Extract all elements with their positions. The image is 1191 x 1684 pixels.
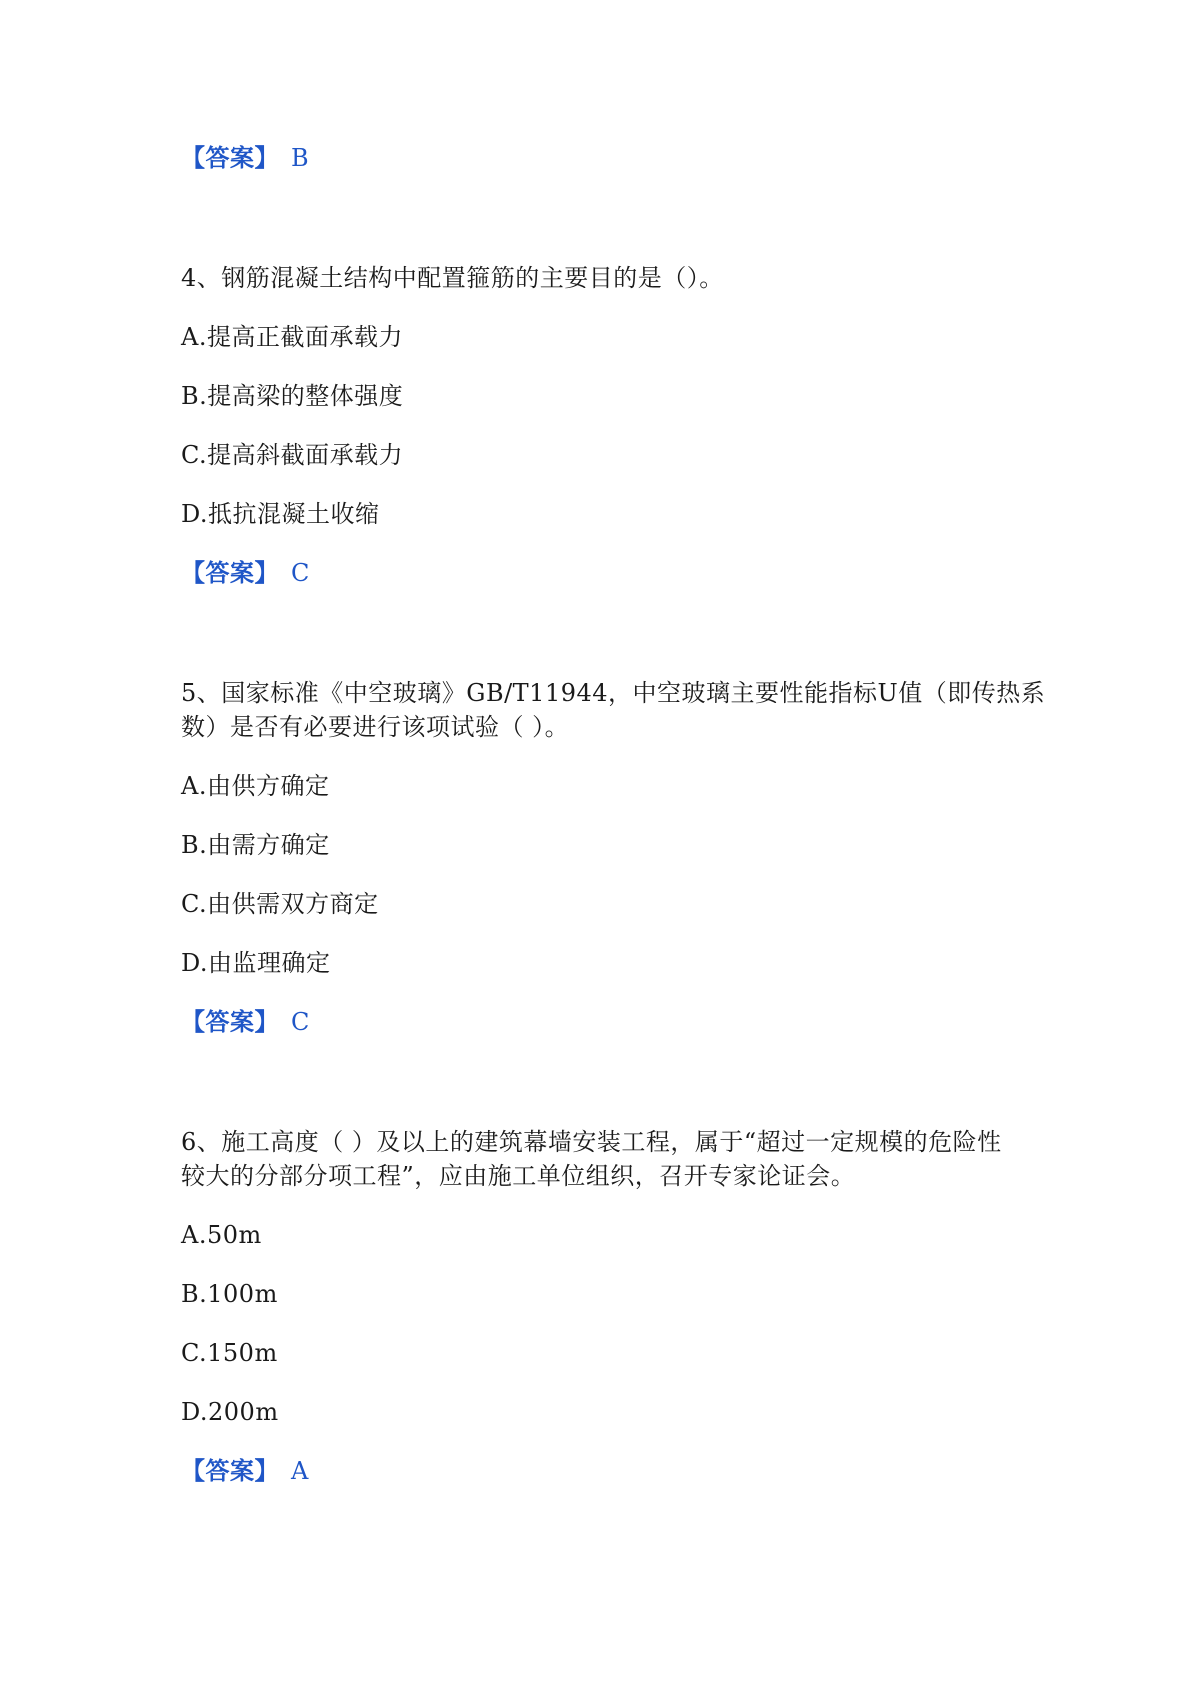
q6-answer xyxy=(181,1456,309,1486)
q3-answer xyxy=(181,143,309,173)
q5-answer xyxy=(181,1007,310,1037)
q5-option-c: C.由供需双方商定 xyxy=(181,890,379,918)
q5-option-b: B.由需方确定 xyxy=(181,831,330,859)
q5-option-a: A.由供方确定 xyxy=(181,772,330,800)
q5-stem-line-2: 数）是否有必要进行该项试验（ ）。 xyxy=(181,713,570,741)
q6-stem-line-1: 6、施工高度（ ）及以上的建筑幕墙安装工程，属于“超过一定规模的危险性 xyxy=(181,1128,1002,1156)
q6-option-c: C.150m xyxy=(181,1339,278,1367)
q5-option-d: D.由监理确定 xyxy=(181,949,331,977)
answer-value: B xyxy=(291,144,310,172)
q6-stem-line-2: 较大的分部分项工程”，应由施工单位组织，召开专家论证会。 xyxy=(181,1162,856,1190)
answer-value: C xyxy=(291,559,310,587)
q6-option-a: A.50m xyxy=(181,1221,262,1249)
q4-answer xyxy=(181,558,310,588)
q4-option-b: B.提高梁的整体强度 xyxy=(181,382,404,410)
q4-option-d: D.抵抗混凝土收缩 xyxy=(181,500,380,528)
q5-stem-line-1: 5、国家标准《中空玻璃》GB/T11944，中空玻璃主要性能指标U值（即传热系 xyxy=(181,679,1046,707)
q4-option-a: A.提高正截面承载力 xyxy=(181,323,403,351)
q6-option-d: D.200m xyxy=(181,1398,279,1426)
answer-label: 【答案】 xyxy=(181,1456,279,1485)
answer-label: 【答案】 xyxy=(181,558,279,587)
answer-label: 【答案】 xyxy=(181,143,279,172)
answer-value: A xyxy=(291,1457,309,1485)
answer-label: 【答案】 xyxy=(181,1007,279,1036)
answer-value: C xyxy=(291,1008,310,1036)
q4-stem: 4、钢筋混凝土结构中配置箍筋的主要目的是（）。 xyxy=(181,264,724,292)
q4-option-c: C.提高斜截面承载力 xyxy=(181,441,404,469)
q6-option-b: B.100m xyxy=(181,1280,278,1308)
